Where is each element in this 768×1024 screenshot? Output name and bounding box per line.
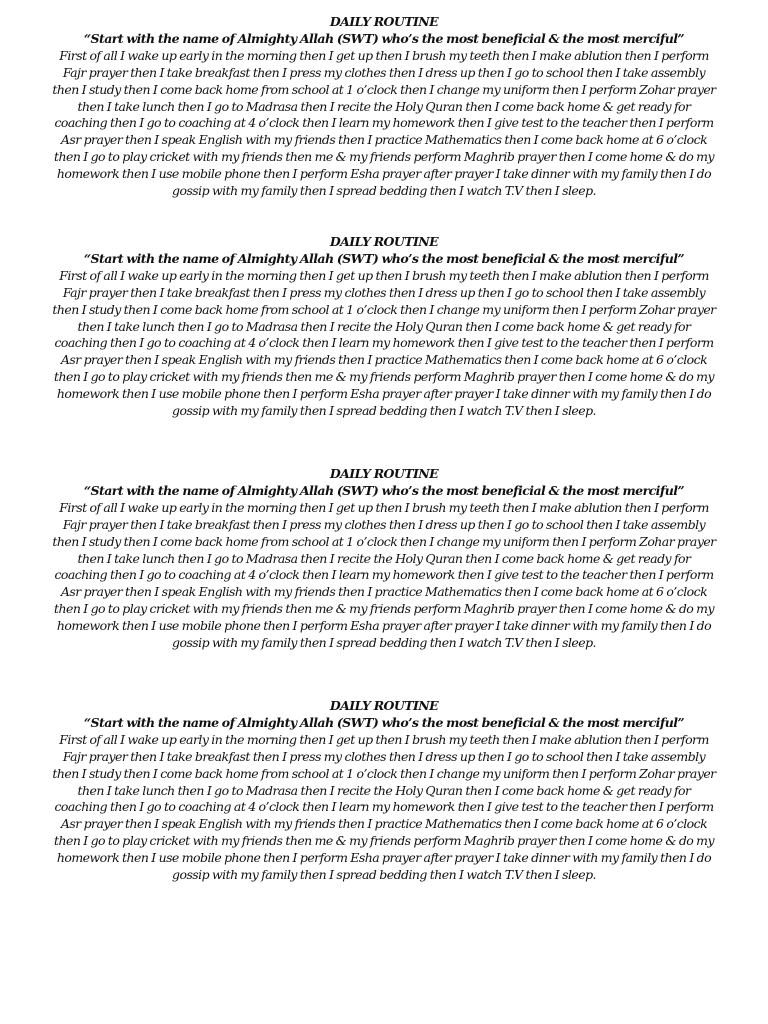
block-quote: “Start with the name of Almighty Allah (SWT) who’s the most beneficial & the most merciful” bbox=[83, 714, 685, 730]
body-line: Fajr prayer then I take breakfast then I press my clothes then I dress up then I go to school then I take assembly bbox=[62, 516, 706, 532]
body-line: First of all I wake up early in the morning then I get up then I brush my teeth then I make ablution then I perform bbox=[59, 499, 709, 515]
body-line: then I study then I come back home from school at 1 o’clock then I change my uniform then I perform Zohar prayer bbox=[52, 301, 716, 317]
body-line: coaching then I go to coaching at 4 o’clock then I learn my homework then I give test to the teacher then I perform bbox=[54, 567, 714, 583]
routine-block bbox=[40, 466, 728, 652]
body-line: Fajr prayer then I take breakfast then I press my clothes then I dress up then I go to school then I take assembly bbox=[62, 284, 706, 300]
body-line: Fajr prayer then I take breakfast then I press my clothes then I dress up then I go to school then I take assembly bbox=[62, 748, 706, 764]
routine-block bbox=[40, 14, 728, 200]
block-body bbox=[40, 48, 728, 200]
body-line: then I take lunch then I go to Madrasa then I recite the Holy Quran then I come back home & get ready for bbox=[77, 318, 691, 334]
body-line: gossip with my family then I spread bedding then I watch T.V then I sleep. bbox=[172, 183, 596, 199]
block-quote: “Start with the name of Almighty Allah (SWT) who’s the most beneficial & the most merciful” bbox=[83, 30, 685, 46]
body-line: then I go to play cricket with my friends then me & my friends perform Maghrib prayer then I come home & do my bbox=[54, 833, 714, 849]
body-line: Asr prayer then I speak English with my friends then I practice Mathematics then I come back home at 6 o’clock bbox=[60, 584, 708, 600]
body-line: Fajr prayer then I take breakfast then I press my clothes then I dress up then I go to school then I take assembly bbox=[62, 64, 706, 80]
block-title: DAILY ROUTINE bbox=[329, 234, 439, 249]
body-line: then I go to play cricket with my friends then me & my friends perform Maghrib prayer then I come home & do my bbox=[54, 601, 714, 617]
body-line: coaching then I go to coaching at 4 o’clock then I learn my homework then I give test to the teacher then I perform bbox=[54, 335, 714, 351]
routine-block bbox=[40, 698, 728, 884]
body-line: then I go to play cricket with my friends then me & my friends perform Maghrib prayer then I come home & do my bbox=[54, 369, 714, 385]
body-line: homework then I use mobile phone then I perform Esha prayer after prayer I take dinner with my family then I do bbox=[56, 386, 712, 402]
body-line: homework then I use mobile phone then I perform Esha prayer after prayer I take dinner with my family then I do bbox=[56, 850, 712, 866]
block-body bbox=[40, 268, 728, 420]
block-title: DAILY ROUTINE bbox=[329, 14, 439, 29]
body-line: First of all I wake up early in the morning then I get up then I brush my teeth then I make ablution then I perform bbox=[59, 731, 709, 747]
body-line: First of all I wake up early in the morning then I get up then I brush my teeth then I make ablution then I perform bbox=[59, 267, 709, 283]
block-quote: “Start with the name of Almighty Allah (SWT) who’s the most beneficial & the most merciful” bbox=[83, 250, 685, 266]
body-line: gossip with my family then I spread bedding then I watch T.V then I sleep. bbox=[172, 867, 596, 883]
body-line: coaching then I go to coaching at 4 o’clock then I learn my homework then I give test to the teacher then I perform bbox=[54, 115, 714, 131]
body-line: then I take lunch then I go to Madrasa then I recite the Holy Quran then I come back home & get ready for bbox=[77, 782, 691, 798]
body-line: then I go to play cricket with my friends then me & my friends perform Maghrib prayer then I come home & do my bbox=[54, 149, 714, 165]
body-line: then I study then I come back home from school at 1 o’clock then I change my uniform then I perform Zohar prayer bbox=[52, 765, 716, 781]
body-line: Asr prayer then I speak English with my friends then I practice Mathematics then I come back home at 6 o’clock bbox=[60, 352, 708, 368]
block-title: DAILY ROUTINE bbox=[329, 698, 439, 713]
body-line: then I study then I come back home from school at 1 o’clock then I change my uniform then I perform Zohar prayer bbox=[52, 81, 716, 97]
body-line: coaching then I go to coaching at 4 o’clock then I learn my homework then I give test to the teacher then I perform bbox=[54, 799, 714, 815]
body-line: then I study then I come back home from school at 1 o’clock then I change my uniform then I perform Zohar prayer bbox=[52, 533, 716, 549]
body-line: Asr prayer then I speak English with my friends then I practice Mathematics then I come back home at 6 o’clock bbox=[60, 816, 708, 832]
body-line: homework then I use mobile phone then I perform Esha prayer after prayer I take dinner with my family then I do bbox=[56, 618, 712, 634]
block-body bbox=[40, 500, 728, 652]
block-body bbox=[40, 732, 728, 884]
block-quote: “Start with the name of Almighty Allah (SWT) who’s the most beneficial & the most merciful” bbox=[83, 482, 685, 498]
routine-block bbox=[40, 234, 728, 420]
body-line: then I take lunch then I go to Madrasa then I recite the Holy Quran then I come back home & get ready for bbox=[77, 98, 691, 114]
body-line: gossip with my family then I spread bedding then I watch T.V then I sleep. bbox=[172, 403, 596, 419]
body-line: homework then I use mobile phone then I perform Esha prayer after prayer I take dinner with my family then I do bbox=[56, 166, 712, 182]
body-line: First of all I wake up early in the morning then I get up then I brush my teeth then I make ablution then I perform bbox=[59, 47, 709, 63]
body-line: gossip with my family then I spread bedding then I watch T.V then I sleep. bbox=[172, 635, 596, 651]
body-line: then I take lunch then I go to Madrasa then I recite the Holy Quran then I come back home & get ready for bbox=[77, 550, 691, 566]
body-line: Asr prayer then I speak English with my friends then I practice Mathematics then I come back home at 6 o’clock bbox=[60, 132, 708, 148]
block-title: DAILY ROUTINE bbox=[329, 466, 439, 481]
